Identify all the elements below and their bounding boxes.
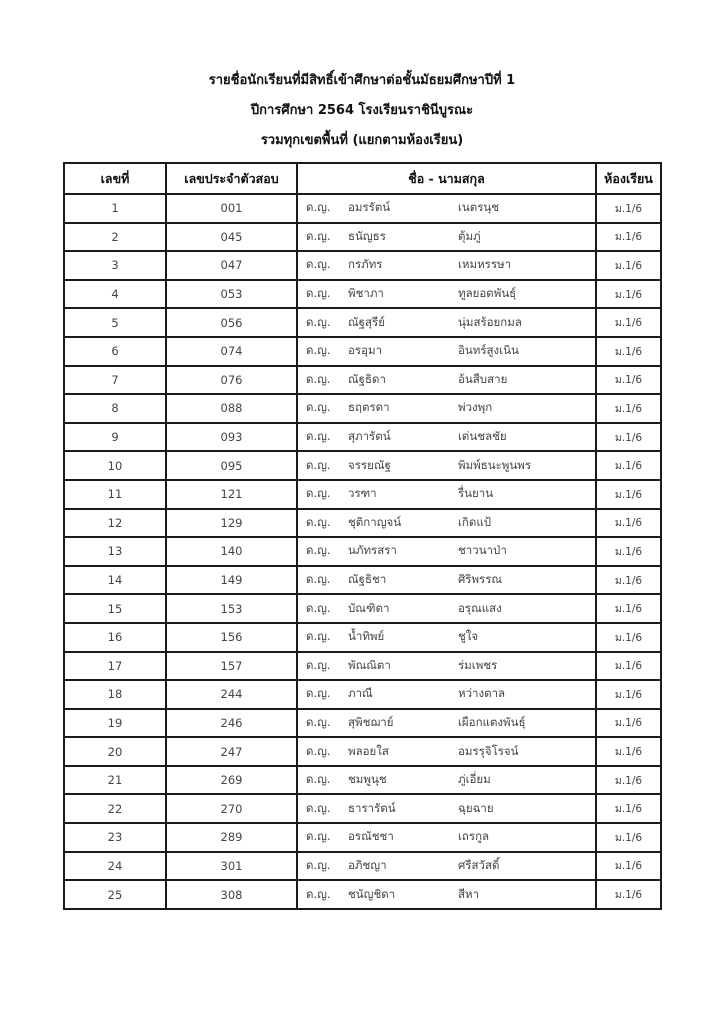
first-name: ธฤตรดา [348, 400, 390, 415]
row-exam-id: 149 [166, 566, 297, 595]
first-name: พิชาภา [348, 286, 384, 301]
last-name: เด่นชลชัย [458, 429, 507, 444]
table-body [64, 194, 661, 909]
row-full-name [297, 251, 596, 280]
row-exam-id: 270 [166, 794, 297, 823]
row-exam-id: 088 [166, 394, 297, 423]
first-name: ชนัญชิดา [348, 886, 396, 901]
row-classroom: ม.1/6 [596, 394, 661, 423]
last-name: เผือกแตงพันธุ์ [458, 714, 526, 729]
table-row [64, 308, 661, 337]
name-prefix: ด.ญ. [306, 572, 331, 587]
row-exam-id: 121 [166, 480, 297, 509]
table-row [64, 652, 661, 681]
row-exam-id: 056 [166, 308, 297, 337]
last-name: เหมหรรษา [458, 257, 512, 272]
last-name: ทูลยอดพันธุ์ [458, 286, 517, 301]
name-prefix: ด.ญ. [306, 686, 331, 701]
table-row [64, 337, 661, 366]
last-name: เถรกูล [458, 829, 490, 844]
row-classroom: ม.1/6 [596, 709, 661, 738]
table-row [64, 537, 661, 566]
name-prefix: ด.ญ. [306, 657, 331, 672]
row-number: 24 [64, 852, 166, 881]
row-classroom: ม.1/6 [596, 594, 661, 623]
row-classroom: ม.1/6 [596, 423, 661, 452]
first-name: น้ำทิพย์ [348, 629, 385, 644]
row-number: 9 [64, 423, 166, 452]
row-number: 10 [64, 451, 166, 480]
row-full-name [297, 337, 596, 366]
row-full-name [297, 423, 596, 452]
row-number: 13 [64, 537, 166, 566]
name-prefix: ด.ญ. [306, 829, 331, 844]
first-name: ธนัญธร [348, 228, 386, 243]
row-exam-id: 095 [166, 451, 297, 480]
row-full-name [297, 823, 596, 852]
row-number: 3 [64, 251, 166, 280]
row-number: 19 [64, 709, 166, 738]
row-number: 8 [64, 394, 166, 423]
row-number: 7 [64, 366, 166, 395]
row-exam-id: 301 [166, 852, 297, 881]
row-number: 1 [64, 194, 166, 223]
row-number: 12 [64, 509, 166, 538]
header-number: เลขที่ [64, 163, 166, 194]
name-prefix: ด.ญ. [306, 286, 331, 301]
table-row [64, 223, 661, 252]
document-subtitle-year-school: ปีการศึกษา 2564 โรงเรียนราชินีบูรณะ [250, 103, 474, 118]
row-full-name [297, 794, 596, 823]
last-name: ตุ้มภู่ [458, 228, 481, 243]
last-name: พ่วงพุก [458, 400, 493, 415]
row-full-name [297, 308, 596, 337]
name-prefix: ด.ญ. [306, 743, 331, 758]
row-exam-id: 246 [166, 709, 297, 738]
row-exam-id: 289 [166, 823, 297, 852]
row-number: 23 [64, 823, 166, 852]
first-name: ภาณี [348, 686, 373, 701]
table-row [64, 280, 661, 309]
last-name: เกิดแป้ [458, 514, 492, 529]
row-full-name [297, 366, 596, 395]
row-full-name [297, 680, 596, 709]
row-classroom: ม.1/6 [596, 566, 661, 595]
row-full-name [297, 194, 596, 223]
last-name: ชาวนาป่า [458, 543, 507, 558]
last-name: ศิริพรรณ [458, 572, 503, 587]
row-exam-id: 047 [166, 251, 297, 280]
row-classroom: ม.1/6 [596, 251, 661, 280]
name-prefix: ด.ญ. [306, 257, 331, 272]
row-number: 22 [64, 794, 166, 823]
name-prefix: ด.ญ. [306, 514, 331, 529]
document-title: รายชื่อนักเรียนที่มีสิทธิ์เข้าศึกษาต่อชั้นมัธยมศึกษาปีที่ 1 [208, 73, 516, 88]
row-number: 6 [64, 337, 166, 366]
last-name: ภู่เอี่ยม [458, 772, 491, 787]
table-row [64, 194, 661, 223]
table-row [64, 366, 661, 395]
name-prefix: ด.ญ. [306, 714, 331, 729]
row-full-name [297, 566, 596, 595]
row-classroom: ม.1/6 [596, 766, 661, 795]
row-full-name [297, 480, 596, 509]
row-number: 5 [64, 308, 166, 337]
row-exam-id: 244 [166, 680, 297, 709]
row-classroom: ม.1/6 [596, 852, 661, 881]
row-full-name [297, 623, 596, 652]
row-full-name [297, 852, 596, 881]
first-name: อภิชญา [348, 857, 387, 872]
row-number: 16 [64, 623, 166, 652]
last-name: สีหา [458, 886, 480, 901]
name-prefix: ด.ญ. [306, 600, 331, 615]
table-row [64, 480, 661, 509]
row-exam-id: 076 [166, 366, 297, 395]
first-name: บัณฑิตา [348, 600, 390, 615]
row-full-name [297, 451, 596, 480]
row-exam-id: 001 [166, 194, 297, 223]
name-prefix: ด.ญ. [306, 886, 331, 901]
row-classroom: ม.1/6 [596, 223, 661, 252]
name-prefix: ด.ญ. [306, 371, 331, 386]
row-classroom: ม.1/6 [596, 451, 661, 480]
row-exam-id: 140 [166, 537, 297, 566]
last-name: ฉุยฉาย [458, 800, 494, 815]
row-number: 14 [64, 566, 166, 595]
row-number: 15 [64, 594, 166, 623]
row-classroom: ม.1/6 [596, 880, 661, 909]
last-name: อรุณแสง [458, 600, 502, 615]
row-full-name [297, 223, 596, 252]
name-prefix: ด.ญ. [306, 486, 331, 501]
first-name: พลอยใส [348, 743, 389, 758]
first-name: อรณัชชา [348, 829, 394, 844]
name-prefix: ด.ญ. [306, 343, 331, 358]
row-full-name [297, 652, 596, 681]
table-row [64, 737, 661, 766]
row-number: 20 [64, 737, 166, 766]
table-row [64, 566, 661, 595]
row-exam-id: 093 [166, 423, 297, 452]
row-classroom: ม.1/6 [596, 480, 661, 509]
row-classroom: ม.1/6 [596, 280, 661, 309]
name-prefix: ด.ญ. [306, 200, 331, 215]
row-classroom: ม.1/6 [596, 794, 661, 823]
first-name: กรภัทร [348, 257, 383, 272]
last-name: อมรรุจิโรจน์ [458, 743, 519, 758]
last-name: ร่มเพชร [458, 657, 498, 672]
table-row [64, 852, 661, 881]
last-name: หว่างตาล [458, 686, 506, 701]
last-name: ชูใจ [458, 629, 479, 644]
row-classroom: ม.1/6 [596, 823, 661, 852]
last-name: เนตรนุช [458, 200, 500, 215]
table-row [64, 423, 661, 452]
last-name: พิมพ์ธนะพูนพร [458, 457, 531, 472]
row-classroom: ม.1/6 [596, 737, 661, 766]
document-header [0, 66, 724, 156]
row-number: 18 [64, 680, 166, 709]
last-name: อินทร์สูงเนิน [458, 343, 519, 358]
row-full-name [297, 537, 596, 566]
table-row [64, 709, 661, 738]
row-exam-id: 269 [166, 766, 297, 795]
first-name: ณัฐธิดา [348, 371, 386, 386]
row-exam-id: 053 [166, 280, 297, 309]
row-exam-id: 157 [166, 652, 297, 681]
first-name: อมรรัตน์ [348, 200, 391, 215]
first-name: จรรยณัฐ [348, 457, 391, 472]
first-name: ณัฐธิชา [348, 572, 387, 587]
row-exam-id: 247 [166, 737, 297, 766]
row-number: 11 [64, 480, 166, 509]
row-exam-id: 129 [166, 509, 297, 538]
row-classroom: ม.1/6 [596, 680, 661, 709]
name-prefix: ด.ญ. [306, 629, 331, 644]
row-full-name [297, 594, 596, 623]
first-name: ธารารัตน์ [348, 800, 396, 815]
table-row [64, 880, 661, 909]
row-number: 17 [64, 652, 166, 681]
table-header-row [64, 163, 661, 194]
header-classroom: ห้องเรียน [596, 163, 661, 194]
name-prefix: ด.ญ. [306, 457, 331, 472]
table-row [64, 623, 661, 652]
first-name: นภัทรสรา [348, 543, 397, 558]
row-exam-id: 153 [166, 594, 297, 623]
row-classroom: ม.1/6 [596, 366, 661, 395]
row-full-name [297, 880, 596, 909]
row-number: 21 [64, 766, 166, 795]
document-subtitle-scope: รวมทุกเขตพื้นที่ (แยกตามห้องเรียน) [260, 133, 464, 148]
row-classroom: ม.1/6 [596, 509, 661, 538]
first-name: ณัฐสุรีย์ [348, 314, 385, 329]
row-number: 25 [64, 880, 166, 909]
student-list-table [63, 162, 662, 910]
table-row [64, 594, 661, 623]
first-name: พัณณิตา [348, 657, 391, 672]
name-prefix: ด.ญ. [306, 857, 331, 872]
header-full-name: ชื่อ - นามสกุล [297, 163, 596, 194]
row-exam-id: 074 [166, 337, 297, 366]
header-exam-id: เลขประจำตัวสอบ [166, 163, 297, 194]
first-name: ชุติกาญจน์ [348, 514, 402, 529]
name-prefix: ด.ญ. [306, 400, 331, 415]
table-row [64, 680, 661, 709]
table-row [64, 794, 661, 823]
row-full-name [297, 766, 596, 795]
first-name: วรฑา [348, 486, 377, 501]
row-full-name [297, 709, 596, 738]
row-number: 4 [64, 280, 166, 309]
last-name: ศรีสวัสดิ์ [458, 857, 500, 872]
name-prefix: ด.ญ. [306, 429, 331, 444]
table-row [64, 251, 661, 280]
row-classroom: ม.1/6 [596, 652, 661, 681]
last-name: รื่นยาน [458, 486, 494, 501]
row-classroom: ม.1/6 [596, 337, 661, 366]
row-classroom: ม.1/6 [596, 537, 661, 566]
name-prefix: ด.ญ. [306, 314, 331, 329]
row-full-name [297, 280, 596, 309]
row-number: 2 [64, 223, 166, 252]
table-row [64, 509, 661, 538]
name-prefix: ด.ญ. [306, 543, 331, 558]
table-row [64, 766, 661, 795]
row-classroom: ม.1/6 [596, 623, 661, 652]
last-name: นุ่มสร้อยกมล [458, 314, 522, 329]
name-prefix: ด.ญ. [306, 228, 331, 243]
table-row [64, 394, 661, 423]
row-exam-id: 308 [166, 880, 297, 909]
first-name: อรอุมา [348, 343, 383, 358]
name-prefix: ด.ญ. [306, 772, 331, 787]
row-full-name [297, 394, 596, 423]
table-row [64, 823, 661, 852]
row-full-name [297, 509, 596, 538]
name-prefix: ด.ญ. [306, 800, 331, 815]
row-classroom: ม.1/6 [596, 308, 661, 337]
row-exam-id: 156 [166, 623, 297, 652]
first-name: สุพิชฌาย์ [348, 714, 394, 729]
last-name: อ้นสืบสาย [458, 371, 508, 386]
row-full-name [297, 737, 596, 766]
first-name: ชมพูนุช [348, 772, 387, 787]
row-exam-id: 045 [166, 223, 297, 252]
table-row [64, 451, 661, 480]
first-name: สุภารัตน์ [348, 429, 391, 444]
row-classroom: ม.1/6 [596, 194, 661, 223]
